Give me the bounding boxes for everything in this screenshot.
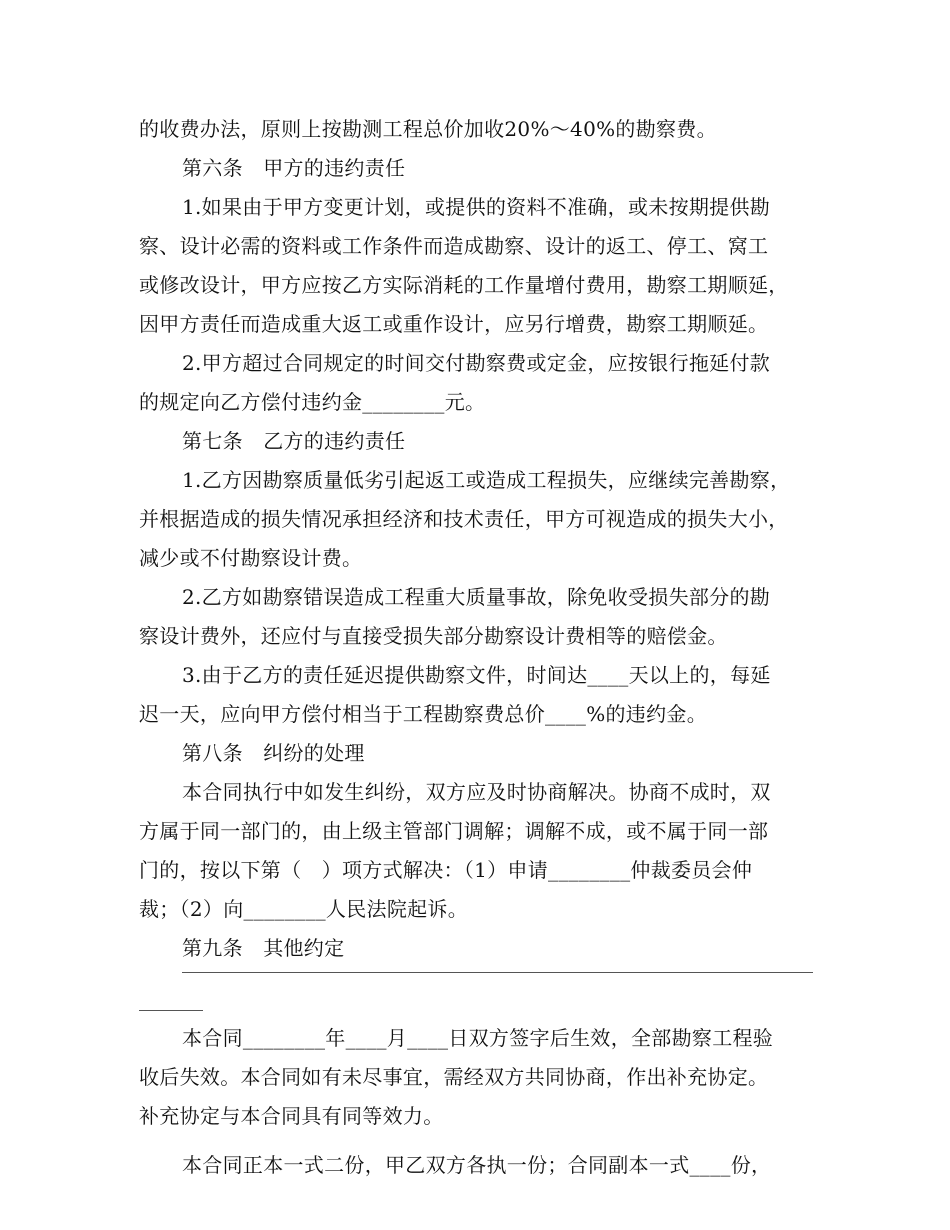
text-line: 本合同________年____月____日双方签字后生效，全部勘察工程验 [182,1026,774,1050]
text-line: 减少或不付勘察设计费。 [139,546,363,570]
text-line: 迟一天，应向甲方偿付相当于工程勘察费总价____%的违约金。 [139,702,708,726]
article-heading: 第六条 甲方的违约责任 [182,156,406,180]
text-line: 的规定向乙方偿付违约金________元。 [139,390,486,414]
text-line: 补充协定与本合同具有同等效力。 [139,1104,444,1128]
text-line: 本合同执行中如发生纠纷，双方应及时协商解决。协商不成时，双 [182,780,771,804]
text-line: 的收费办法，原则上按勘测工程总价加收20%～40%的勘察费。 [139,117,717,141]
text-line: 察设计费外，还应付与直接受损失部分勘察设计费相等的赔偿金。 [139,624,728,648]
text-line: 或修改设计，甲方应按乙方实际消耗的工作量增付费用，勘察工期顺延， [139,273,789,297]
text-line: 2.甲方超过合同规定的时间交付勘察费或定金，应按银行拖延付款 [182,351,771,375]
text-line: 因甲方责任而造成重大返工或重作设计，应另行增费，勘察工期顺延。 [139,312,769,336]
article-heading: 第七条 乙方的违约责任 [182,429,406,453]
text-line: 本合同正本一式二份，甲乙双方各执一份；合同副本一式____份， [182,1153,772,1177]
blank-fill-line [182,972,813,973]
text-line: 察、设计必需的资料或工作条件而造成勘察、设计的返工、停工、窝工 [139,234,769,258]
text-line: 方属于同一部门的，由上级主管部门调解；调解不成，或不属于同一部 [139,819,769,843]
article-heading: 第九条 其他约定 [182,936,345,960]
text-line: 门的，按以下第（ ）项方式解决：（1）申请________仲裁委员会仲 [139,858,753,882]
text-line: 收后失效。本合同如有未尽事宜，需经双方共同协商，作出补充协定。 [139,1065,769,1089]
blank-fill-line-tail [139,1010,203,1011]
text-line: 3.由于乙方的责任延迟提供勘察文件，时间达____天以上的，每延 [182,663,771,687]
text-line: 1.乙方因勘察质量低劣引起返工或造成工程损失，应继续完善勘察， [182,468,791,492]
text-line: 2.乙方如勘察错误造成工程重大质量事故，除免收受损失部分的勘 [182,585,771,609]
article-heading: 第八条 纠纷的处理 [182,741,365,765]
text-line: 并根据造成的损失情况承担经济和技术责任，甲方可视造成的损失大小， [139,507,789,531]
text-line: 裁；（2）向________人民法院起诉。 [139,897,469,921]
text-line: 1.如果由于甲方变更计划，或提供的资料不准确，或未按期提供勘 [182,195,771,219]
